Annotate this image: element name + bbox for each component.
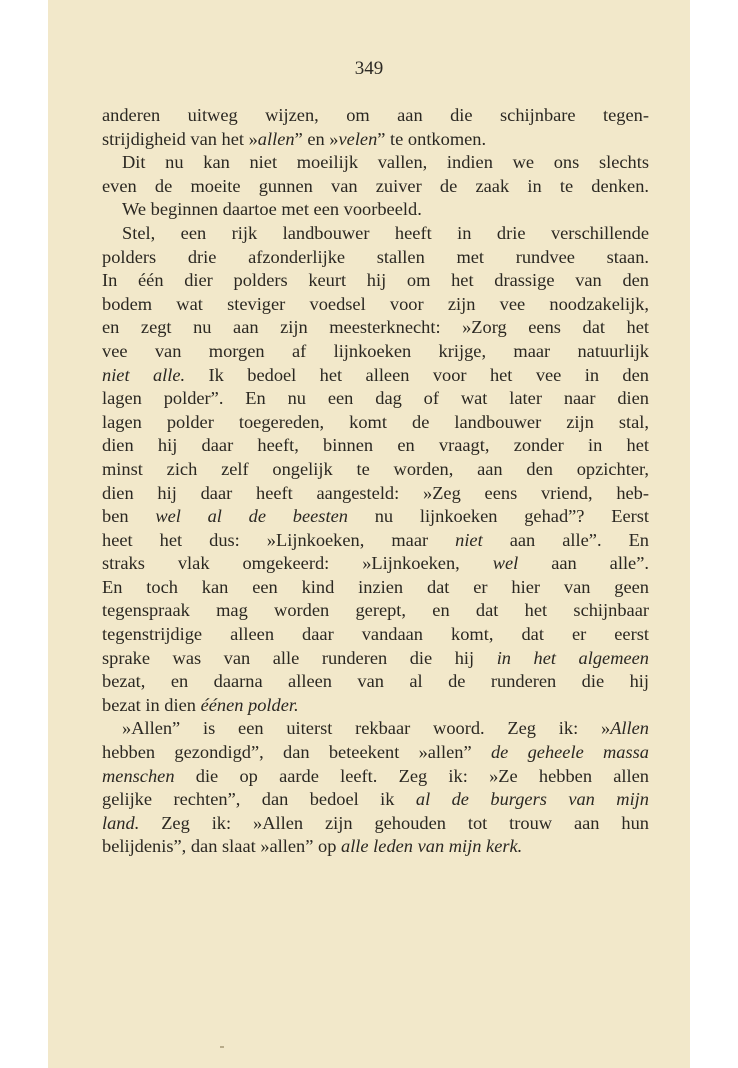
italic-text: land. <box>102 812 140 833</box>
text-line <box>102 293 649 317</box>
text-line <box>102 647 649 671</box>
text-segment: hebben gezondigd”, dan beteekent »allen” <box>102 742 491 763</box>
text-segment: ” te ontkomen. <box>377 128 487 149</box>
text-segment: lagen polder toegereden, komt de landbouwer zijn stal, <box>102 411 649 432</box>
text-segment: Dit nu kan niet moeilijk vallen, indien we ons slechts <box>122 152 649 173</box>
italic-text: wel al de beesten <box>155 506 348 527</box>
text-line <box>102 694 649 718</box>
text-segment: vee van morgen af lijnkoeken krijge, maar natuurlijk <box>102 340 649 361</box>
italic-text: niet <box>455 529 483 550</box>
body-text <box>102 104 649 859</box>
text-segment: En toch kan een kind inzien dat er hier van geen <box>102 576 649 597</box>
text-line <box>102 482 649 506</box>
text-segment: strijdigheid van het » <box>102 128 258 149</box>
text-line <box>102 765 649 789</box>
text-segment: tegenspraak mag worden gerept, en dat het schijnbaar <box>102 600 649 621</box>
text-segment: bodem wat steviger voedsel voor zijn vee noodzakelijk, <box>102 293 649 314</box>
text-segment: Ik bedoel het alleen voor het vee in den <box>185 364 649 385</box>
text-line <box>102 835 649 859</box>
text-line <box>102 623 649 647</box>
text-segment: die op aarde leeft. Zeg ik: »Ze hebben allen <box>174 765 649 786</box>
text-line <box>102 812 649 836</box>
text-segment: polders drie afzonderlijke stallen met rundvee staan. <box>102 246 649 267</box>
text-line <box>102 151 649 175</box>
italic-text: éénen polder. <box>200 694 299 715</box>
text-line <box>102 411 649 435</box>
text-line <box>102 128 649 152</box>
text-segment: lagen polder”. En nu een dag of wat later naar dien <box>102 388 649 409</box>
text-segment: en zegt nu aan zijn meesterknecht: »Zorg eens dat het <box>102 317 649 338</box>
italic-text: niet alle. <box>102 364 186 385</box>
text-segment: In één dier polders keurt hij om het drassige van den <box>102 270 649 291</box>
text-line <box>102 529 649 553</box>
text-segment: even de moeite gunnen van zuiver de zaak in te denken. <box>102 175 649 196</box>
text-line <box>102 222 649 246</box>
text-line <box>102 175 649 199</box>
text-line <box>102 670 649 694</box>
text-segment: dien hij daar heeft, binnen en vraagt, zonder in het <box>102 435 649 456</box>
text-line <box>102 198 649 222</box>
text-line <box>102 316 649 340</box>
italic-text: Allen <box>610 718 649 739</box>
text-line <box>102 552 649 576</box>
text-line <box>102 458 649 482</box>
text-segment: »Allen” is een uiterst rekbaar woord. Zeg ik: » <box>122 718 611 739</box>
text-segment: anderen uitweg wijzen, om aan die schijnbare tegen- <box>102 105 649 125</box>
text-segment: We beginnen daartoe met een voorbeeld. <box>122 199 422 220</box>
text-segment: dien hij daar heeft aangesteld: »Zeg eens vriend, heb- <box>102 482 649 503</box>
text-line <box>102 741 649 765</box>
text-line <box>102 788 649 812</box>
text-line <box>102 364 649 388</box>
italic-text: wel <box>492 553 519 574</box>
text-line <box>102 434 649 458</box>
text-segment: bezat in dien <box>102 694 201 715</box>
text-line <box>102 246 649 270</box>
text-segment: bezat, en daarna alleen van al de runderen die hij <box>102 671 649 692</box>
text-line <box>102 104 649 128</box>
text-line <box>102 505 649 529</box>
text-line <box>102 387 649 411</box>
page-number: 349 <box>354 58 384 79</box>
text-segment: aan alle”. En <box>482 529 649 550</box>
italic-text: menschen <box>102 765 175 786</box>
text-segment: straks vlak omgekeerd: »Lijnkoeken, <box>102 553 493 574</box>
print-speck <box>220 1046 224 1048</box>
text-segment: gelijke rechten”, dan bedoel ik <box>102 789 416 810</box>
text-segment: Stel, een rijk landbouwer heeft in drie verschillende <box>122 222 649 243</box>
text-segment: sprake was van alle runderen die hij <box>102 647 497 668</box>
text-segment: ” en » <box>294 128 339 149</box>
text-segment: minst zich zelf ongelijk te worden, aan den opzichter, <box>102 458 649 479</box>
book-page <box>48 0 690 1068</box>
text-line <box>102 576 649 600</box>
text-segment: belijdenis”, dan slaat »allen” op <box>102 836 341 857</box>
italic-text: al de burgers van mijn <box>415 789 649 810</box>
text-segment: Zeg ik: »Allen zijn gehouden tot trouw aan hun <box>139 812 649 833</box>
italic-text: allen <box>257 128 295 149</box>
text-segment: tegenstrijdige alleen daar vandaan komt, dat er eerst <box>102 624 649 645</box>
text-line <box>102 717 649 741</box>
text-segment: heet het dus: »Lijnkoeken, maar <box>102 529 456 550</box>
text-segment: ben <box>102 506 156 527</box>
text-line <box>102 269 649 293</box>
italic-text: velen <box>338 128 378 149</box>
text-segment: nu lijnkoeken gehad”? Eerst <box>347 506 650 527</box>
text-line <box>102 340 649 364</box>
italic-text: alle leden van mijn kerk. <box>341 836 523 857</box>
italic-text: de geheele massa <box>490 742 649 763</box>
text-segment: aan alle”. <box>518 553 649 574</box>
italic-text: in het algemeen <box>496 647 649 668</box>
text-line <box>102 599 649 623</box>
